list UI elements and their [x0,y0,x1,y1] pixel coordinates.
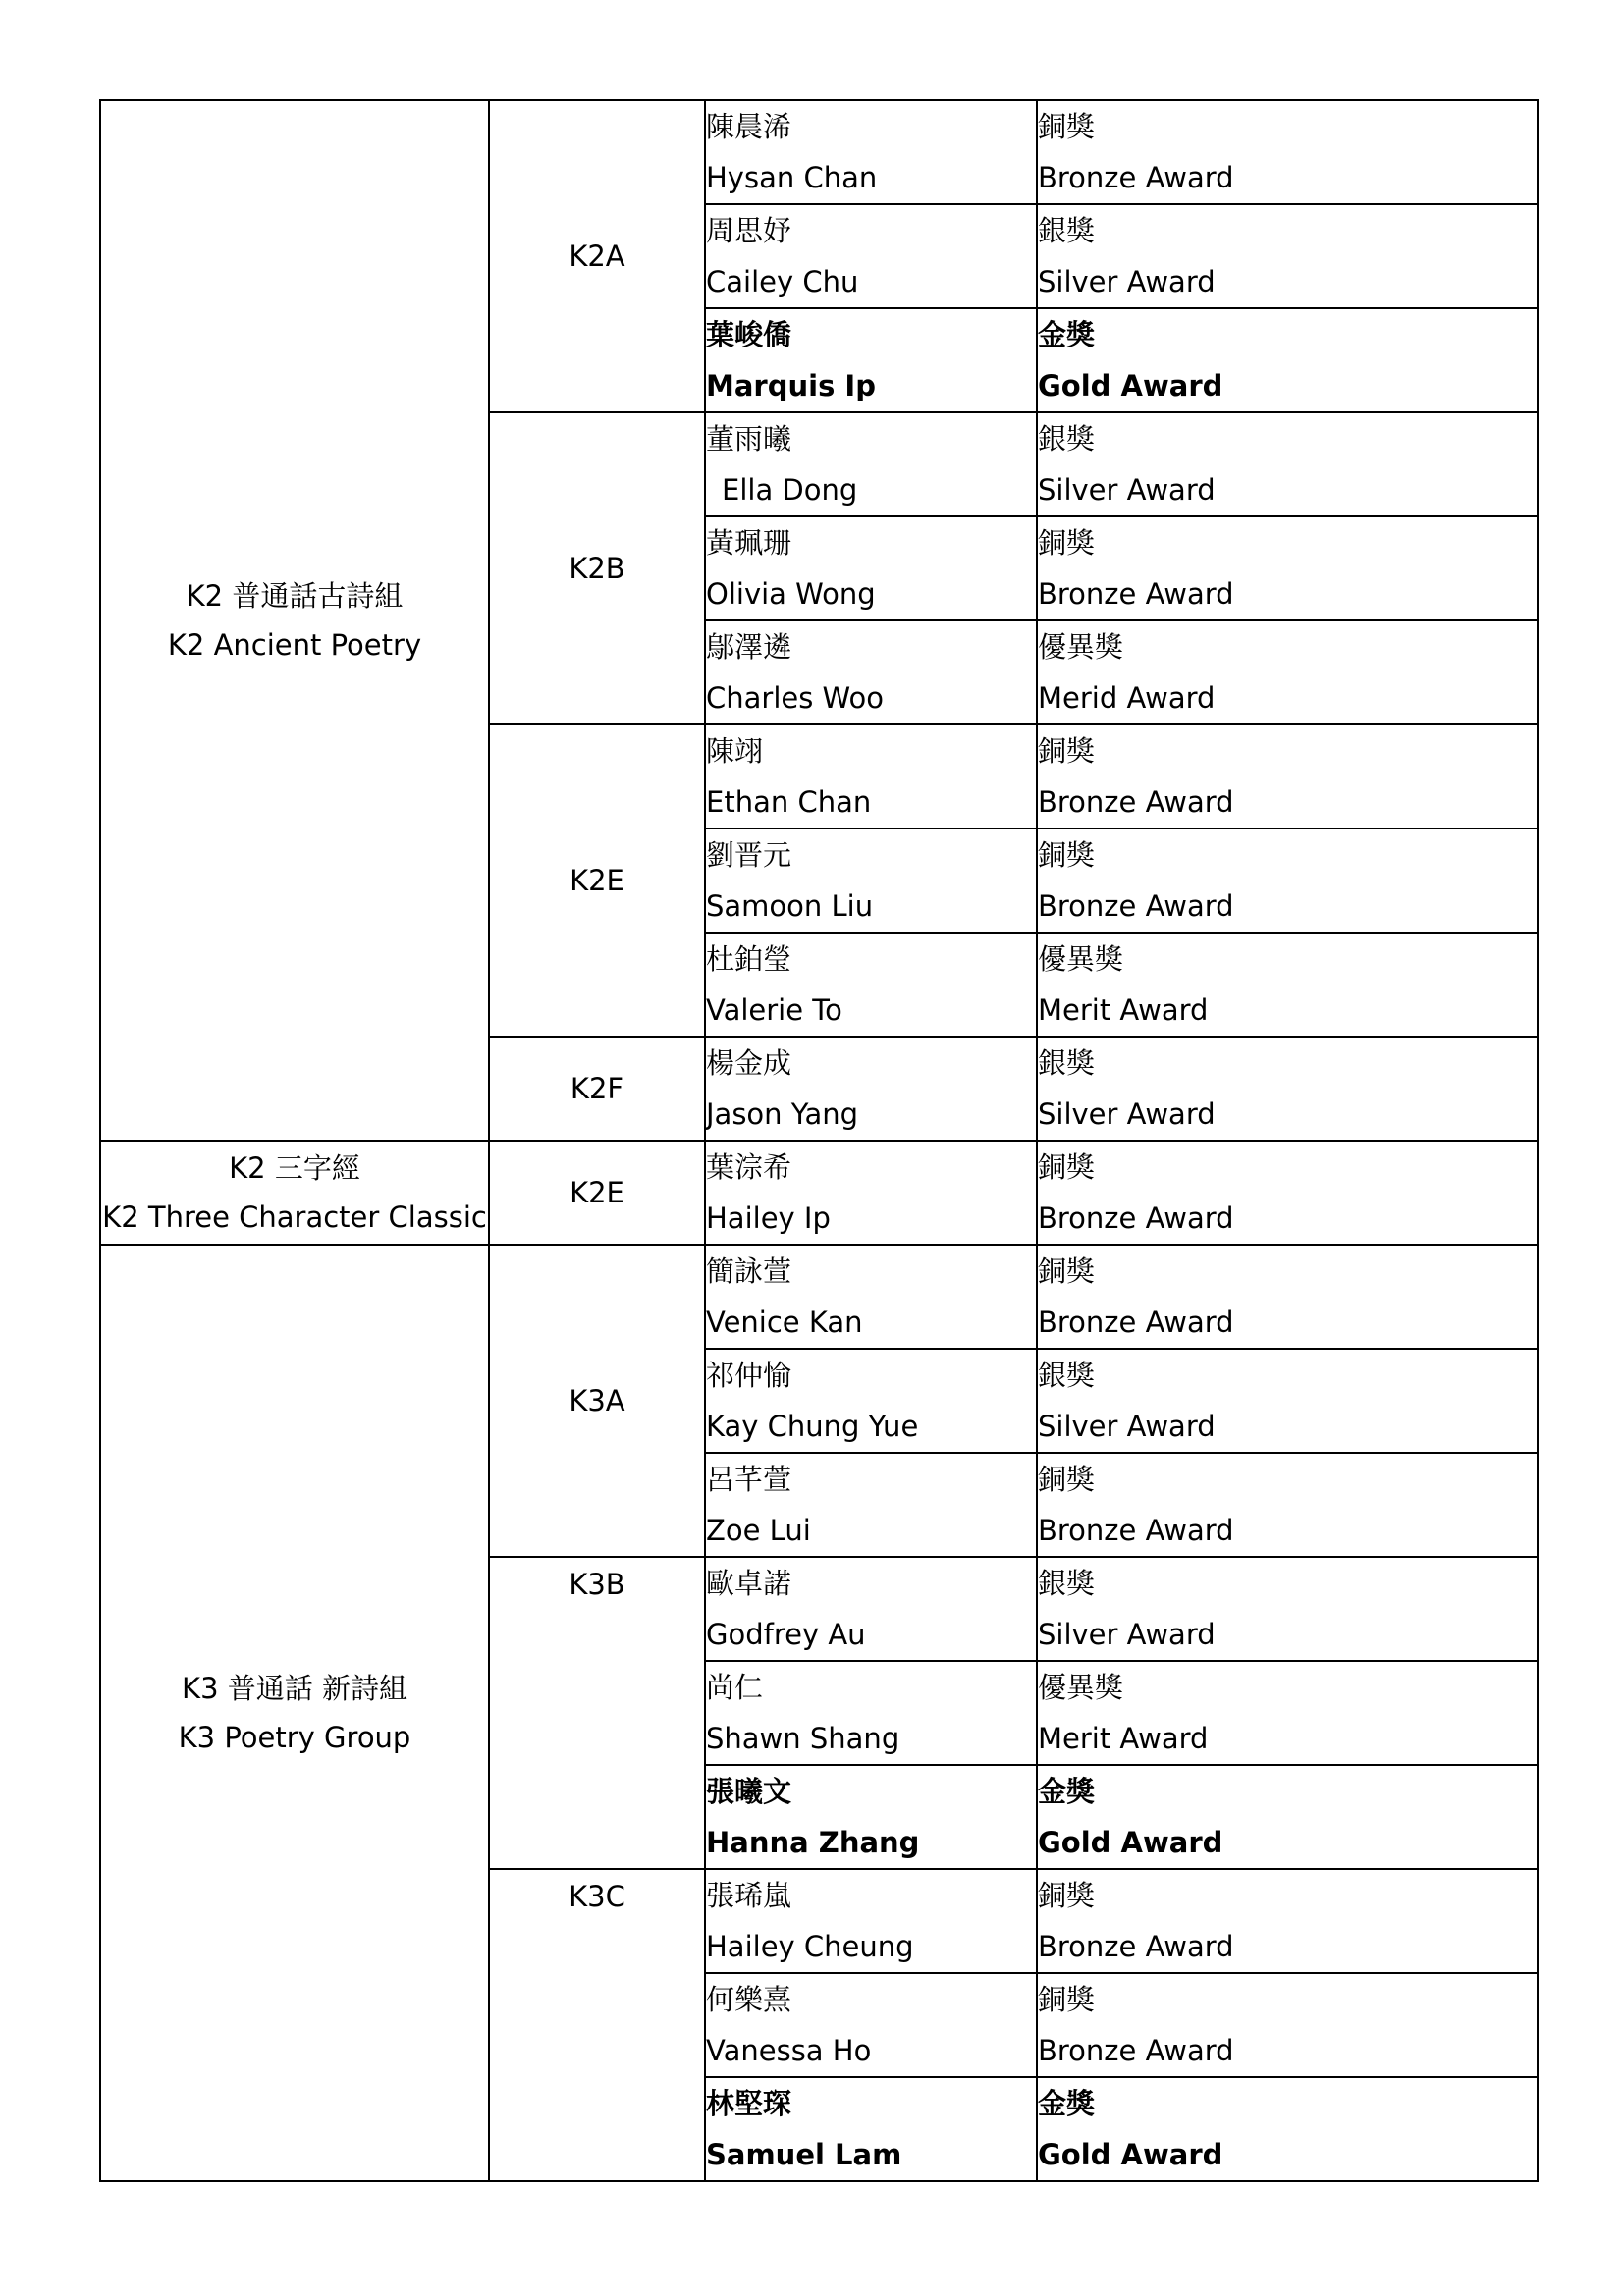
award-en: Bronze Award [1038,1514,1234,1547]
class-name: K2A [568,240,625,273]
student-name-zh: 呂芊萱 [706,1463,792,1496]
award-en: Silver Award [1038,473,1216,507]
award-zh: 優異獎 [1038,630,1124,664]
student-name-en: Ella Dong [722,473,858,507]
award-en: Silver Award [1038,1618,1216,1651]
award-zh: 優異獎 [1038,1671,1124,1704]
student-name-en: Godfrey Au [706,1618,866,1651]
awards-table [99,99,1539,2182]
student-name-en: Cailey Chu [706,265,859,298]
class-name: K3B [568,1568,625,1601]
award-zh: 銅獎 [1038,526,1096,560]
class-name: K2E [569,864,624,897]
competition-group-cell [100,1141,489,1245]
student-name-zh: 簡詠萱 [706,1255,792,1288]
award-cell [1037,1453,1538,1557]
student-name-zh: 鄔澤遴 [706,630,792,664]
student-name-zh: 尚仁 [706,1671,764,1704]
class-name: K2F [569,1072,624,1105]
award-cell [1037,724,1538,828]
student-name-en: Shawn Shang [706,1722,900,1755]
award-cell [1037,1661,1538,1765]
award-zh: 銅獎 [1038,734,1096,768]
student-name-zh: 劉晋元 [706,838,792,872]
class-cell [489,724,705,1037]
student-name-en: Jason Yang [706,1097,859,1131]
student-name-en: Hailey Cheung [706,1930,914,1963]
group-name-en: K2 Three Character Classic [102,1201,487,1234]
student-name-zh: 楊金成 [706,1046,792,1080]
class-name: K2E [569,1176,624,1209]
student-name-en: Hanna Zhang [706,1826,920,1859]
award-zh: 銀獎 [1038,1046,1096,1080]
student-name-zh: 歐卓諾 [706,1567,792,1600]
student-name-zh: 葉淙希 [706,1150,792,1184]
award-en: Bronze Award [1038,1306,1234,1339]
award-cell [1037,1141,1538,1245]
award-en: Bronze Award [1038,577,1234,611]
student-name-cell [705,2077,1037,2181]
student-name-cell [705,933,1037,1037]
student-name-zh: 杜鉑瑩 [706,942,792,976]
student-name-cell [705,1973,1037,2077]
student-name-zh: 董雨曦 [706,422,792,455]
award-cell [1037,308,1538,412]
award-zh: 金獎 [1038,1775,1096,1808]
award-en: Merit Award [1038,993,1209,1027]
award-en: Gold Award [1038,2138,1223,2171]
class-cell [489,1141,705,1245]
group-name-en: K3 Poetry Group [178,1721,411,1754]
student-name-cell [705,1557,1037,1661]
award-cell [1037,412,1538,516]
student-name-en: Hysan Chan [706,161,878,194]
student-name-zh: 陳晨浠 [706,110,792,143]
award-en: Gold Award [1038,1826,1223,1859]
award-en: Bronze Award [1038,1201,1234,1235]
award-zh: 優異獎 [1038,942,1124,976]
student-name-cell [705,828,1037,933]
award-en: Bronze Award [1038,2034,1234,2067]
award-cell [1037,100,1538,204]
class-cell [489,1869,705,2181]
award-zh: 銅獎 [1038,110,1096,143]
student-name-en: Samuel Lam [706,2138,902,2171]
award-zh: 金獎 [1038,2087,1096,2120]
class-cell [489,1245,705,1557]
award-cell [1037,1349,1538,1453]
award-zh: 銀獎 [1038,422,1096,455]
student-name-en: Olivia Wong [706,577,876,611]
award-en: Silver Award [1038,1097,1216,1131]
awards-table-body [100,100,1538,2181]
award-en: Merid Award [1038,681,1216,715]
student-name-zh: 何樂熹 [706,1983,792,2016]
award-zh: 銀獎 [1038,214,1096,247]
award-cell [1037,1557,1538,1661]
student-name-en: Hailey Ip [706,1201,831,1235]
class-cell [489,1557,705,1869]
student-name-en: Ethan Chan [706,785,872,819]
award-cell [1037,1765,1538,1869]
award-en: Bronze Award [1038,889,1234,923]
table-row [100,100,1538,204]
student-name-cell [705,1349,1037,1453]
class-cell [489,100,705,412]
student-name-zh: 張曦文 [706,1775,792,1808]
competition-group-cell [100,100,489,1141]
competition-group-cell [100,1245,489,2181]
student-name-cell [705,204,1037,308]
award-cell [1037,933,1538,1037]
student-name-cell [705,1037,1037,1141]
class-name: K2B [568,552,625,585]
student-name-zh: 林堅琛 [706,2087,792,2120]
table-row [100,1141,1538,1245]
student-name-cell [705,1869,1037,1973]
award-cell [1037,1245,1538,1349]
award-en: Merit Award [1038,1722,1209,1755]
student-name-en: Valerie To [706,993,842,1027]
class-name: K3A [568,1384,625,1417]
class-name: K3C [568,1880,625,1913]
group-name-zh: K3 普通話 新詩組 [182,1672,407,1705]
student-name-en: Charles Woo [706,681,885,715]
award-zh: 銅獎 [1038,1463,1096,1496]
award-cell [1037,828,1538,933]
award-en: Silver Award [1038,1410,1216,1443]
student-name-zh: 黃珮珊 [706,526,792,560]
award-en: Bronze Award [1038,785,1234,819]
student-name-zh: 葉峻僑 [706,318,792,351]
student-name-cell [705,308,1037,412]
student-name-cell [705,516,1037,620]
student-name-en: Venice Kan [706,1306,863,1339]
student-name-zh: 張琋嵐 [706,1879,792,1912]
student-name-cell [705,1141,1037,1245]
student-name-zh: 祁仲愉 [706,1359,792,1392]
award-zh: 銅獎 [1038,1150,1096,1184]
award-cell [1037,516,1538,620]
award-zh: 銀獎 [1038,1359,1096,1392]
student-name-en: Kay Chung Yue [706,1410,919,1443]
award-cell [1037,204,1538,308]
table-row [100,1245,1538,1349]
student-name-cell [705,1661,1037,1765]
award-zh: 銅獎 [1038,1879,1096,1912]
award-zh: 銅獎 [1038,1983,1096,2016]
student-name-en: Samoon Liu [706,889,874,923]
award-cell [1037,620,1538,724]
group-name-zh: K2 三字經 [229,1151,360,1185]
student-name-cell [705,412,1037,516]
student-name-cell [705,1245,1037,1349]
class-cell [489,412,705,724]
award-cell [1037,1037,1538,1141]
award-zh: 銅獎 [1038,838,1096,872]
class-cell [489,1037,705,1141]
award-en: Gold Award [1038,369,1223,402]
group-name-en: K2 Ancient Poetry [167,628,422,662]
student-name-zh: 陳翊 [706,734,764,768]
student-name-zh: 周思妤 [706,214,792,247]
student-name-cell [705,1765,1037,1869]
award-cell [1037,1973,1538,2077]
student-name-en: Vanessa Ho [706,2034,872,2067]
student-name-en: Marquis Ip [706,369,876,402]
student-name-en: Zoe Lui [706,1514,811,1547]
group-name-zh: K2 普通話古詩組 [186,579,404,613]
award-cell [1037,2077,1538,2181]
student-name-cell [705,724,1037,828]
award-en: Bronze Award [1038,1930,1234,1963]
student-name-cell [705,100,1037,204]
award-zh: 銀獎 [1038,1567,1096,1600]
award-zh: 銅獎 [1038,1255,1096,1288]
student-name-cell [705,1453,1037,1557]
award-zh: 金獎 [1038,318,1096,351]
award-en: Silver Award [1038,265,1216,298]
student-name-cell [705,620,1037,724]
award-cell [1037,1869,1538,1973]
award-en: Bronze Award [1038,161,1234,194]
